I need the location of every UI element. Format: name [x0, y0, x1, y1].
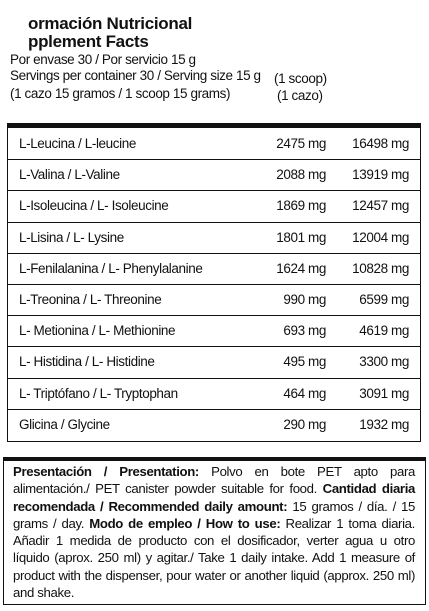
serving-spanish: Por envase 30 / Por servicio 15 g — [10, 52, 196, 67]
table-row — [7, 222, 421, 253]
nutrient-name: L- Metionina / L- Methionine — [19, 323, 176, 339]
amount-per-serving: 1869 mg — [276, 198, 326, 214]
daily-amount-value: 15 gramos / día. / 15 grams / day. — [13, 498, 415, 531]
presentation-value: Polvo en bote PET apto para alimentación./ PET canister powder suitable for food. — [13, 464, 415, 497]
table-row — [7, 253, 421, 284]
title-line-2: pplement Facts — [28, 32, 149, 51]
amount-per-100g: 6599 mg — [359, 292, 409, 307]
amount-per-100g: 12457 mg — [352, 198, 409, 214]
nutrient-name: L-Isoleucina / L- Isoleucine — [19, 198, 169, 214]
amount-per-100g: 13919 mg — [352, 167, 409, 183]
amount-per-100g: 4619 mg — [359, 323, 409, 339]
nutrient-name: L-Treonina / L- Threonine — [19, 292, 162, 307]
how-to-use-value: Realizar 1 toma diaria. Añadir 1 medida de producto con el dosificador, verter agua u otro líquido (aprox. 250 ml) y agitar./ Take 1 daily intake. Add 1 measure of product with the dispenser, pour water or another liquid (approx. 250 ml) and shake. — [13, 515, 415, 601]
amount-per-serving: 1801 mg — [276, 229, 326, 245]
title-line-1: ormación Nutricional — [28, 14, 193, 33]
amount-per-serving: 495 mg — [283, 354, 326, 370]
table-row — [7, 315, 421, 346]
amount-per-100g: 1932 mg — [359, 416, 409, 432]
serving-english: Servings per container 30 / Serving size 15 g — [10, 68, 261, 83]
table-row — [7, 190, 421, 221]
scoop-note: (1 cazo 15 gramos / 1 scoop 15 grams) — [10, 86, 231, 101]
amount-per-serving: 990 mg — [283, 292, 326, 307]
column-cazo-label: (1 cazo) — [277, 88, 323, 103]
amount-per-100g: 3091 mg — [359, 385, 409, 401]
nutrient-name: L-Leucina / L-leucine — [19, 136, 136, 151]
nutrient-name: L- Histidina / L- Histidine — [19, 354, 155, 370]
presentation-label: Presentación / Presentation: — [13, 464, 199, 479]
amount-per-100g: 3300 mg — [359, 354, 409, 370]
table-row — [7, 159, 421, 190]
table-row — [7, 409, 421, 440]
amount-per-serving: 693 mg — [283, 323, 326, 339]
daily-amount-label: Cantidad diaria recomendada / Recommended daily amount: — [13, 481, 416, 514]
amount-per-100g: 10828 mg — [352, 260, 409, 276]
amount-per-serving: 2088 mg — [276, 167, 326, 183]
nutrient-name: L- Triptófano / L- Tryptophan — [19, 385, 178, 401]
table-row — [7, 284, 421, 315]
amount-per-100g: 12004 mg — [352, 229, 409, 245]
table-row — [7, 346, 421, 377]
nutrient-name: L-Lisina / L- Lysine — [19, 229, 124, 245]
amount-per-serving: 464 mg — [283, 385, 326, 401]
how-to-use-label: Modo de empleo / How to use: — [89, 515, 281, 531]
nutrient-name: L-Valina / L-Valine — [19, 167, 120, 183]
table-row — [7, 128, 421, 159]
table-row — [7, 378, 421, 409]
nutrient-name: L-Fenilalanina / L- Phenylalanine — [19, 260, 203, 276]
amount-per-serving: 2475 mg — [276, 136, 326, 151]
amount-per-100g: 16498 mg — [352, 136, 409, 151]
amount-per-serving: 1624 mg — [276, 260, 326, 276]
nutrient-name: Glicina / Glycine — [19, 416, 110, 432]
column-scoop-label: (1 scoop) — [274, 71, 327, 86]
amount-per-serving: 290 mg — [283, 416, 326, 432]
presentation-text — [13, 463, 415, 601]
presentation-top-rule — [3, 457, 426, 461]
